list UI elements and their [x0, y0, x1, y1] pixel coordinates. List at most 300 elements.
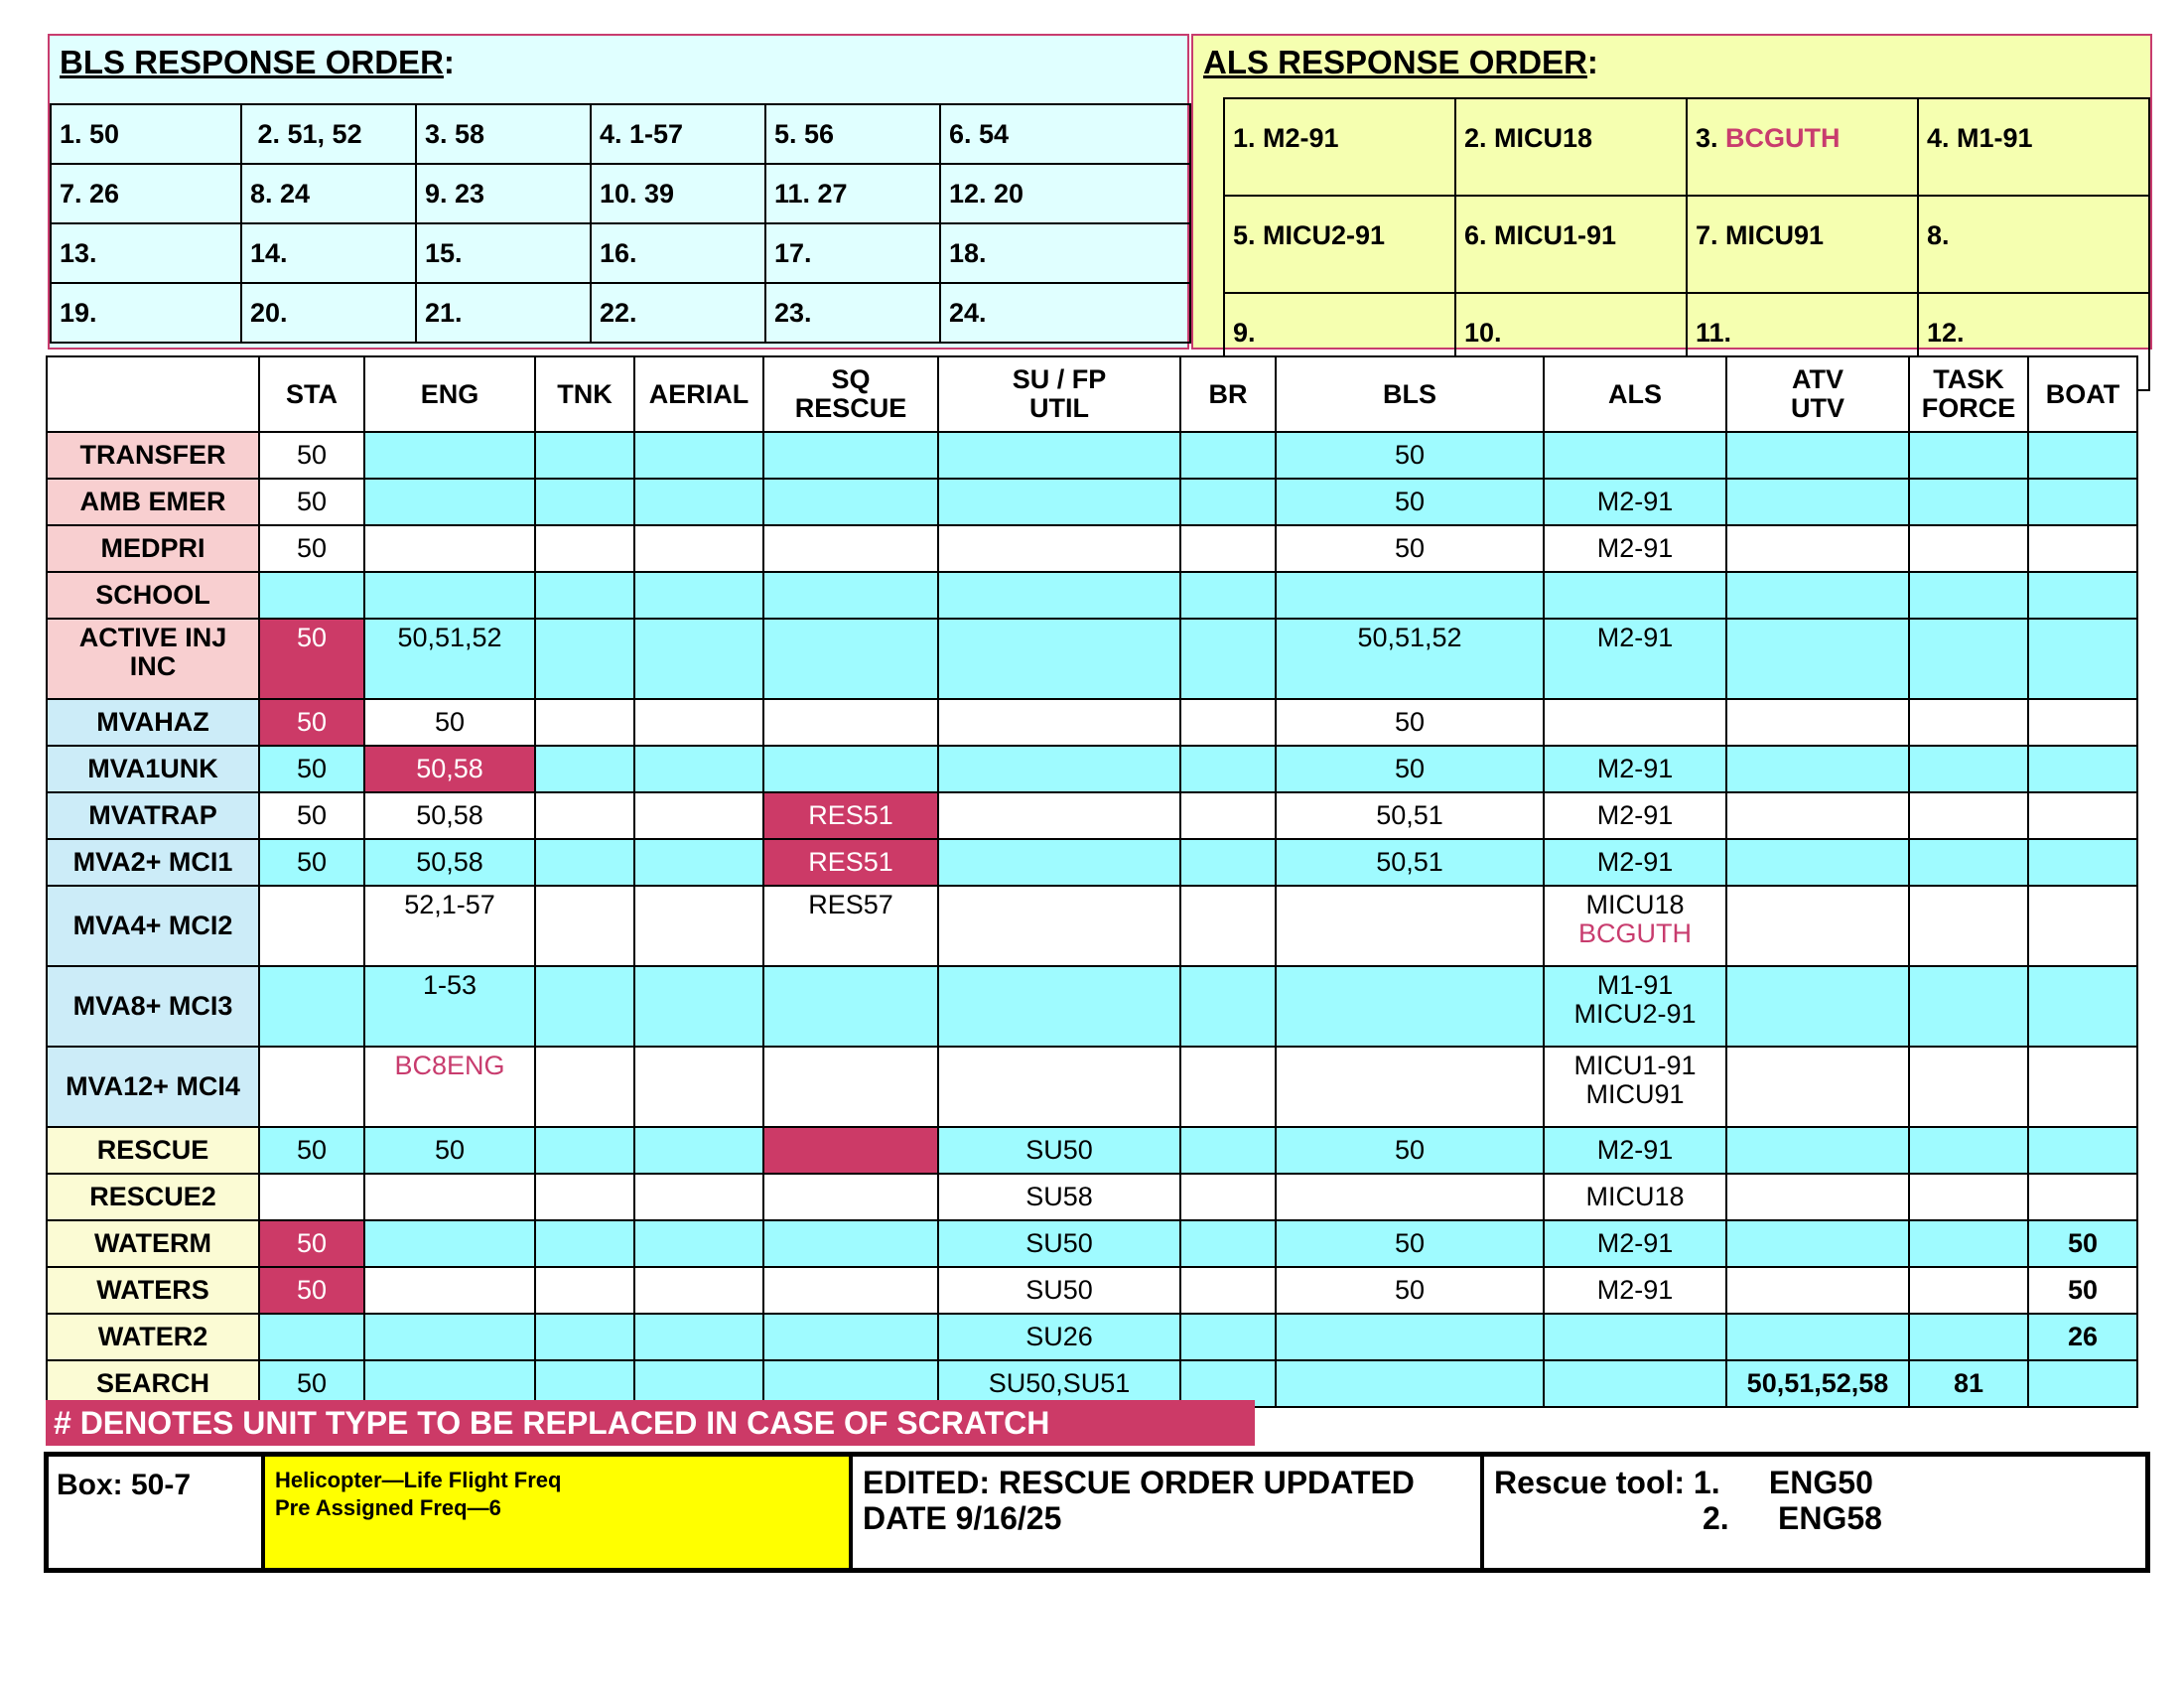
assignment-cell — [1276, 746, 1544, 792]
call-type-label: ACTIVE INJ INC — [47, 619, 259, 699]
als-order-number: 7. — [1696, 219, 1726, 250]
als-order-unit: M1-91 — [1957, 122, 2033, 153]
assignment-cell — [1544, 746, 1726, 792]
assignment-cell — [259, 432, 364, 479]
assignment-cell — [763, 479, 938, 525]
assignment-value: MICU1-91 MICU91 — [1573, 1051, 1697, 1109]
rescue-tool-1-value: ENG50 — [1768, 1465, 1873, 1500]
assignment-cell — [535, 432, 634, 479]
assignment-cell — [259, 619, 364, 699]
bls-order-cell: 2. 51, 52 — [241, 104, 416, 164]
assignment-value: 50 — [2067, 1228, 2099, 1258]
pre-assigned-freq-line: Pre Assigned Freq—6 — [275, 1495, 501, 1520]
edited-line: EDITED: RESCUE ORDER UPDATED — [863, 1465, 1415, 1500]
call-type-label: MVA8+ MCI3 — [47, 966, 259, 1047]
call-type-label: MVATRAP — [47, 792, 259, 839]
assignment-cell — [938, 432, 1180, 479]
call-type-label: MVA12+ MCI4 — [47, 1047, 259, 1127]
assignment-cell — [634, 525, 763, 572]
assignment-cell — [1909, 432, 2028, 479]
als-order-cell — [1224, 98, 1455, 196]
edited-note — [853, 1457, 1484, 1568]
assignment-value: 50 — [2067, 1275, 2099, 1305]
assignment-cell — [2028, 886, 2137, 966]
assignment-value: MICU18 — [1585, 890, 1685, 919]
grid-row — [47, 699, 2137, 746]
assignment-cell — [364, 746, 535, 792]
assignment-cell — [938, 1127, 1180, 1174]
assignment-cell — [1544, 479, 1726, 525]
assignment-cell — [1544, 1220, 1726, 1267]
assignment-value: SU50 — [1025, 1135, 1093, 1165]
bls-order-cell: 16. — [591, 223, 765, 283]
assignment-cell — [364, 1220, 535, 1267]
assignment-cell — [1276, 1360, 1544, 1407]
assignment-cell — [364, 1174, 535, 1220]
assignment-cell — [364, 432, 535, 479]
assignment-cell — [535, 1174, 634, 1220]
bls-order-cell: 11. 27 — [765, 164, 940, 223]
assignment-cell — [1909, 792, 2028, 839]
assignment-value: 26 — [2067, 1322, 2099, 1351]
grid-column-header: BOAT — [2028, 356, 2137, 432]
bls-order-row — [51, 164, 1190, 223]
assignment-cell — [763, 572, 938, 619]
assignment-value: SU50 — [1025, 1228, 1093, 1258]
grid-column-header: BR — [1180, 356, 1276, 432]
assignment-cell — [1544, 699, 1726, 746]
bls-order-cell: 3. 58 — [416, 104, 591, 164]
assignment-cell — [2028, 1360, 2137, 1407]
assignment-cell — [1544, 572, 1726, 619]
assignment-cell — [2028, 699, 2137, 746]
assignment-cell — [1276, 432, 1544, 479]
assignment-cell — [535, 1220, 634, 1267]
assignment-cell — [634, 1047, 763, 1127]
assignment-cell — [1180, 572, 1276, 619]
assignment-cell — [259, 1220, 364, 1267]
assignment-value: 50 — [296, 800, 328, 830]
assignment-cell — [364, 966, 535, 1047]
assignment-cell — [2028, 792, 2137, 839]
assignment-cell — [634, 572, 763, 619]
assignment-cell — [634, 792, 763, 839]
assignment-value: 50 — [1394, 533, 1426, 563]
assignment-cell — [535, 572, 634, 619]
assignment-value: 50 — [1394, 754, 1426, 783]
assignment-cell — [763, 619, 938, 699]
assignment-value: 81 — [1953, 1368, 1984, 1398]
assignment-cell — [535, 1127, 634, 1174]
assignment-cell — [938, 1314, 1180, 1360]
call-type-label: RESCUE2 — [47, 1174, 259, 1220]
assignment-cell — [2028, 525, 2137, 572]
assignment-cell — [364, 1267, 535, 1314]
assignment-cell — [634, 1314, 763, 1360]
bls-order-cell: 1. 50 — [51, 104, 241, 164]
assignment-cell — [1726, 619, 1909, 699]
assignment-cell — [364, 1314, 535, 1360]
assignment-value: 50 — [1394, 440, 1426, 470]
rescue-tool-1-num: 1. — [1693, 1465, 1720, 1500]
als-order-cell — [1918, 196, 2149, 293]
call-type-label: SEARCH — [47, 1360, 259, 1407]
assignment-cell — [1909, 1360, 2028, 1407]
assignment-value: 50 — [296, 1228, 328, 1258]
footer-info-bar — [44, 1452, 2150, 1573]
assignment-cell — [1276, 572, 1544, 619]
assignment-cell — [763, 886, 938, 966]
assignment-cell — [1276, 966, 1544, 1047]
assignment-cell — [1544, 619, 1726, 699]
assignment-cell — [763, 1220, 938, 1267]
assignment-cell — [763, 1174, 938, 1220]
assignment-cell — [259, 1314, 364, 1360]
call-type-label: AMB EMER — [47, 479, 259, 525]
assignment-cell — [259, 525, 364, 572]
assignment-cell — [1909, 1267, 2028, 1314]
assignment-cell — [938, 619, 1180, 699]
assignment-cell — [634, 432, 763, 479]
call-type-label: SCHOOL — [47, 572, 259, 619]
assignment-cell — [1276, 619, 1544, 699]
assignment-cell — [1180, 1267, 1276, 1314]
assignment-cell — [763, 1267, 938, 1314]
assignment-value: 50 — [296, 623, 328, 652]
assignment-value: MICU18 — [1585, 1182, 1685, 1211]
assignment-cell — [634, 1220, 763, 1267]
assignment-cell — [1726, 886, 1909, 966]
assignment-value: RES51 — [808, 800, 893, 830]
bls-order-cell: 8. 24 — [241, 164, 416, 223]
bls-order-cell: 20. — [241, 283, 416, 343]
call-type-label: MEDPRI — [47, 525, 259, 572]
assignment-cell — [2028, 1267, 2137, 1314]
assignment-cell — [364, 572, 535, 619]
assignment-cell — [364, 479, 535, 525]
assignment-cell — [2028, 432, 2137, 479]
call-type-label: MVA2+ MCI1 — [47, 839, 259, 886]
bls-response-order-panel — [48, 34, 1189, 350]
bls-order-cell: 21. — [416, 283, 591, 343]
assignment-value: 50 — [296, 1368, 328, 1398]
rescue-tool-note — [1484, 1457, 2145, 1568]
assignment-cell — [763, 792, 938, 839]
bls-order-cell: 17. — [765, 223, 940, 283]
assignment-value: SU50,SU51 — [988, 1368, 1131, 1398]
assignment-cell — [1544, 1267, 1726, 1314]
assignment-value: 50 — [296, 1135, 328, 1165]
assignment-cell — [938, 886, 1180, 966]
bls-order-cell: 15. — [416, 223, 591, 283]
assignment-cell — [535, 619, 634, 699]
assignment-cell — [364, 699, 535, 746]
assignment-cell — [535, 746, 634, 792]
bls-order-cell: 10. 39 — [591, 164, 765, 223]
assignment-cell — [1726, 839, 1909, 886]
als-title-text: ALS RESPONSE ORDER — [1203, 44, 1587, 80]
assignment-cell — [1726, 525, 1909, 572]
assignment-value: 50 — [1394, 1228, 1426, 1258]
assignment-cell — [1544, 1047, 1726, 1127]
assignment-cell — [1726, 1127, 1909, 1174]
assignment-value: 50 — [296, 847, 328, 877]
als-order-unit: MICU91 — [1725, 219, 1825, 250]
als-order-number: 2. — [1464, 122, 1495, 153]
assignment-cell — [1180, 886, 1276, 966]
assignment-cell — [1909, 1314, 2028, 1360]
assignment-cell — [763, 1047, 938, 1127]
assignment-cell — [1909, 699, 2028, 746]
assignment-cell — [634, 966, 763, 1047]
assignment-cell — [938, 1174, 1180, 1220]
bls-title — [60, 44, 455, 81]
assignment-value: 50,51,52 — [397, 623, 502, 652]
grid-row — [47, 525, 2137, 572]
assignment-cell — [259, 886, 364, 966]
assignment-cell — [1180, 746, 1276, 792]
assignment-cell — [2028, 746, 2137, 792]
assignment-cell — [364, 525, 535, 572]
assignment-value: SU50 — [1025, 1275, 1093, 1305]
bls-order-table — [50, 103, 1191, 344]
assignment-cell — [2028, 1314, 2137, 1360]
assignment-value: RES57 — [808, 890, 893, 919]
grid-row — [47, 886, 2137, 966]
assignment-cell — [1909, 839, 2028, 886]
assignment-cell — [364, 1127, 535, 1174]
assignment-cell — [938, 839, 1180, 886]
assignment-cell — [1726, 572, 1909, 619]
assignment-value: M2-91 — [1596, 533, 1674, 563]
grid-column-header — [47, 356, 259, 432]
assignment-cell — [535, 525, 634, 572]
assignment-cell — [1726, 1360, 1909, 1407]
assignment-cell — [1180, 432, 1276, 479]
assignment-cell — [1544, 525, 1726, 572]
als-order-number: 4. — [1927, 122, 1958, 153]
assignment-cell — [364, 792, 535, 839]
assignment-cell — [938, 792, 1180, 839]
rescue-tool-line-2 — [1494, 1500, 2145, 1536]
assignment-cell — [364, 619, 535, 699]
assignment-value: 50 — [296, 487, 328, 516]
call-type-label: RESCUE — [47, 1127, 259, 1174]
assignment-cell — [1726, 1174, 1909, 1220]
als-order-row — [1224, 98, 2149, 196]
grid-row — [47, 746, 2137, 792]
als-order-number: 9. — [1233, 317, 1256, 348]
bls-title-colon: : — [443, 44, 455, 80]
bls-order-cell: 13. — [51, 223, 241, 283]
assignment-cell — [1180, 792, 1276, 839]
assignment-cell — [1909, 619, 2028, 699]
bls-order-row — [51, 104, 1190, 164]
assignment-value: 50,58 — [416, 754, 483, 783]
als-order-number: 12. — [1927, 317, 1965, 348]
assignment-value: 50,51,52,58 — [1746, 1368, 1889, 1398]
rescue-tool-2-value: ENG58 — [1778, 1500, 1882, 1536]
als-order-unit: MICU1-91 — [1494, 219, 1617, 250]
assignment-value: 50 — [296, 440, 328, 470]
bls-order-row — [51, 223, 1190, 283]
als-title — [1203, 44, 1598, 81]
assignment-value: 50,58 — [416, 847, 483, 877]
als-title-colon: : — [1586, 44, 1598, 80]
assignment-cell — [1544, 966, 1726, 1047]
assignment-cell — [1276, 1314, 1544, 1360]
assignment-cell — [1726, 432, 1909, 479]
assignment-cell — [1180, 1220, 1276, 1267]
assignment-cell — [1909, 966, 2028, 1047]
grid-header-row — [47, 356, 2137, 432]
assignment-cell — [763, 525, 938, 572]
assignment-cell — [763, 966, 938, 1047]
assignment-cell — [1726, 1267, 1909, 1314]
call-type-label: WATERM — [47, 1220, 259, 1267]
assignment-value: SU26 — [1025, 1322, 1093, 1351]
assignment-cell — [259, 699, 364, 746]
assignment-cell — [535, 699, 634, 746]
grid-row — [47, 966, 2137, 1047]
assignment-value: SU58 — [1025, 1182, 1093, 1211]
assignment-cell — [1180, 1174, 1276, 1220]
assignment-value: 50 — [1394, 1275, 1426, 1305]
assignment-cell — [938, 525, 1180, 572]
assignment-cell — [1909, 525, 2028, 572]
helicopter-freq-note — [265, 1457, 853, 1568]
als-order-row — [1224, 196, 2149, 293]
assignment-cell — [2028, 572, 2137, 619]
assignment-cell — [535, 1047, 634, 1127]
grid-row — [47, 572, 2137, 619]
als-order-cell — [1687, 196, 1918, 293]
assignment-cell — [634, 839, 763, 886]
assignment-value: M2-91 — [1596, 487, 1674, 516]
als-order-unit: M2-91 — [1263, 122, 1339, 153]
assignment-cell — [1276, 839, 1544, 886]
assignment-cell — [535, 792, 634, 839]
assignment-value: M2-91 — [1596, 800, 1674, 830]
assignment-cell — [634, 746, 763, 792]
assignment-cell — [259, 1174, 364, 1220]
assignment-cell — [634, 699, 763, 746]
assignment-cell — [938, 746, 1180, 792]
als-order-number: 8. — [1927, 219, 1950, 250]
als-order-number: 6. — [1464, 219, 1495, 250]
assignment-cell — [364, 886, 535, 966]
als-order-cell — [1687, 98, 1918, 196]
als-order-number: 1. — [1233, 122, 1264, 153]
box-number: Box: 50-7 — [49, 1457, 265, 1568]
grid-row — [47, 792, 2137, 839]
assignment-value: 50 — [1394, 707, 1426, 737]
assignment-cell — [1180, 525, 1276, 572]
assignment-cell — [1726, 966, 1909, 1047]
assignment-cell — [535, 1314, 634, 1360]
assignment-value: 50 — [434, 1135, 466, 1165]
call-type-label: WATERS — [47, 1267, 259, 1314]
als-order-cell — [1455, 98, 1687, 196]
als-order-table — [1223, 97, 2150, 391]
assignment-value: 50 — [296, 533, 328, 563]
bls-order-cell: 12. 20 — [940, 164, 1190, 223]
als-order-number: 11. — [1696, 317, 1732, 348]
assignment-cell — [1276, 1267, 1544, 1314]
assignment-cell — [259, 1127, 364, 1174]
bls-order-cell: 24. — [940, 283, 1190, 343]
assignment-cell — [1544, 432, 1726, 479]
grid-column-header: TNK — [535, 356, 634, 432]
assignment-cell — [938, 1267, 1180, 1314]
grid-column-header: STA — [259, 356, 364, 432]
assignment-cell — [1544, 1360, 1726, 1407]
assignment-cell — [938, 572, 1180, 619]
assignment-value: M2-91 — [1596, 754, 1674, 783]
assignment-cell — [1726, 699, 1909, 746]
assignment-value: M2-91 — [1596, 1135, 1674, 1165]
assignment-cell — [2028, 839, 2137, 886]
assignment-cell — [1909, 1174, 2028, 1220]
assignment-cell — [1276, 792, 1544, 839]
assignment-value: M2-91 — [1596, 623, 1674, 652]
bls-order-cell: 6. 54 — [940, 104, 1190, 164]
assignment-cell — [2028, 1047, 2137, 1127]
assignment-value: 1-53 — [422, 970, 478, 1000]
assignment-cell — [634, 1267, 763, 1314]
bls-order-cell: 19. — [51, 283, 241, 343]
assignment-cell — [535, 886, 634, 966]
grid-row — [47, 1047, 2137, 1127]
als-order-unit: MICU18 — [1494, 122, 1593, 153]
assignment-cell — [1909, 572, 2028, 619]
assignment-cell — [1544, 1127, 1726, 1174]
assignment-cell — [1726, 1220, 1909, 1267]
rescue-tool-label: Rescue tool: — [1494, 1465, 1694, 1500]
assignment-value: M1-91 MICU2-91 — [1573, 970, 1697, 1029]
assignment-cell — [938, 1220, 1180, 1267]
assignment-cell — [259, 792, 364, 839]
assignment-cell — [634, 619, 763, 699]
assignment-cell — [1180, 1127, 1276, 1174]
als-order-cell — [1918, 98, 2149, 196]
grid-row — [47, 1267, 2137, 1314]
call-type-label: MVA1UNK — [47, 746, 259, 792]
assignment-cell — [1909, 479, 2028, 525]
assignment-value: BC8ENG — [394, 1051, 505, 1080]
assignment-value: M2-91 — [1596, 1275, 1674, 1305]
grid-row — [47, 1127, 2137, 1174]
grid-column-header: AERIAL — [634, 356, 763, 432]
grid-row — [47, 1220, 2137, 1267]
response-assignment-grid — [46, 355, 2138, 1408]
assignment-value: 50 — [296, 754, 328, 783]
assignment-cell — [1544, 792, 1726, 839]
assignment-cell — [1276, 525, 1544, 572]
assignment-cell — [1180, 839, 1276, 886]
assignment-cell — [259, 839, 364, 886]
assignment-cell — [763, 432, 938, 479]
grid-column-header: ENG — [364, 356, 535, 432]
assignment-cell — [1276, 1220, 1544, 1267]
assignment-cell — [364, 1047, 535, 1127]
als-order-unit: MICU2-91 — [1263, 219, 1386, 250]
bls-order-cell: 4. 1-57 — [591, 104, 765, 164]
assignment-cell — [259, 1047, 364, 1127]
assignment-cell — [634, 886, 763, 966]
grid-row — [47, 432, 2137, 479]
assignment-value: 50,51 — [1376, 800, 1443, 830]
